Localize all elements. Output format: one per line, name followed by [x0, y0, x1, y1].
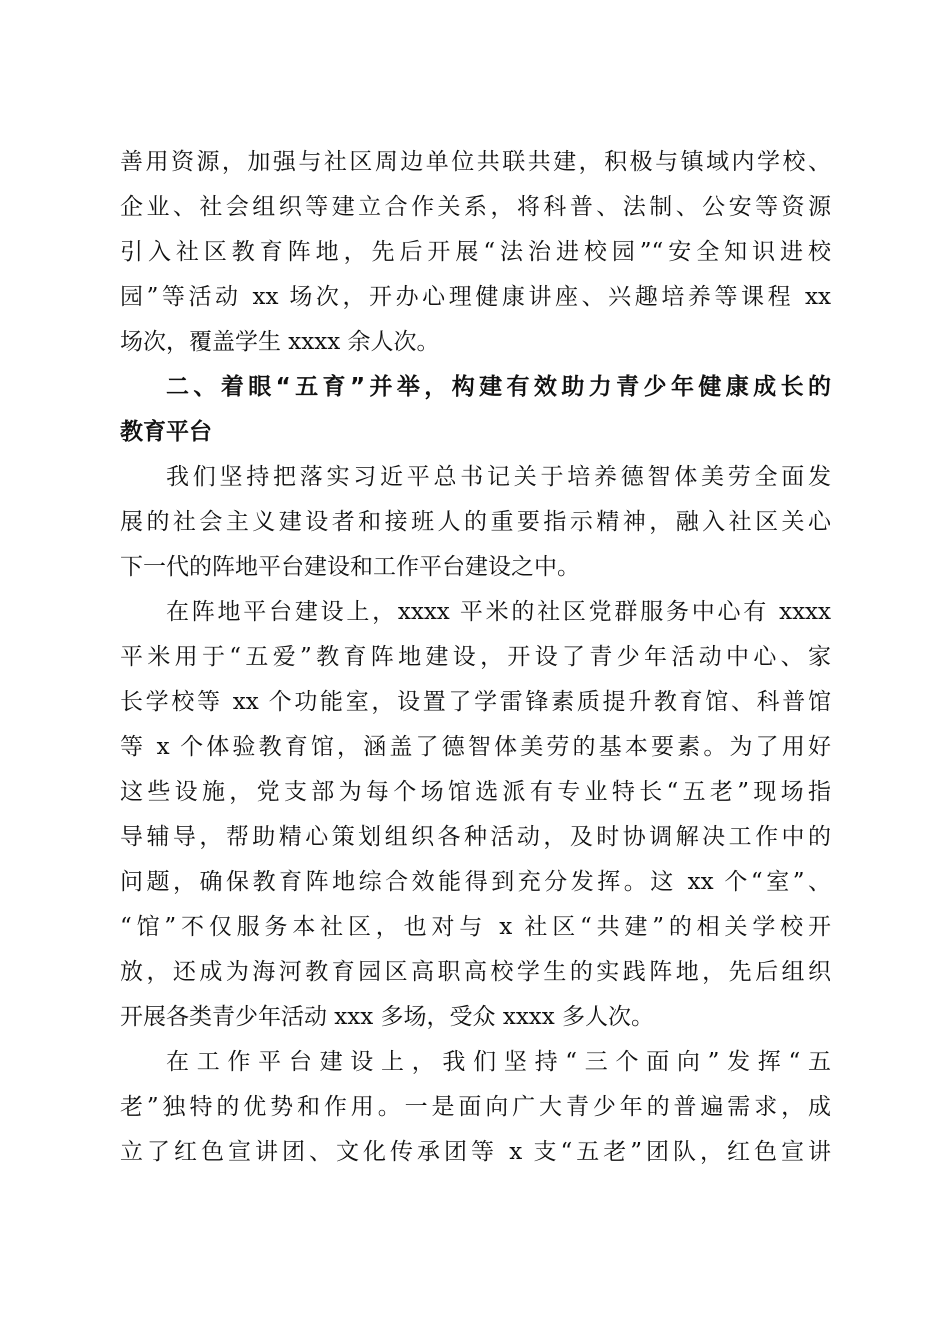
text-line: 企业、社会组织等建立合作关系，将科普、法制、公安等资源: [120, 194, 831, 220]
text-line: 在工作平台建设上，我们坚持“三个面向”发挥“五: [166, 1049, 831, 1075]
section-heading: 教育平台: [120, 419, 212, 445]
text-line: 老”独特的优势和作用。一是面向广大青少年的普遍需求，成: [120, 1094, 831, 1120]
text-line: 下一代的阵地平台建设和工作平台建设之中。: [120, 554, 580, 580]
text-line: 引入社区教育阵地，先后开展“法治进校园”“安全知识进校: [120, 239, 831, 265]
text-line: 场次，覆盖学生 xxxx 余人次。: [120, 329, 440, 355]
text-line: 这些设施，党支部为每个场馆选派有专业特长“五老”现场指: [120, 779, 831, 805]
section-heading: 二、着眼“五育”并举，构建有效助力青少年健康成长的: [166, 374, 831, 400]
text-line: 放，还成为海河教育园区高职高校学生的实践阵地，先后组织: [120, 959, 831, 985]
text-line: 长学校等 xx 个功能室，设置了学雷锋素质提升教育馆、科普馆: [120, 689, 831, 715]
text-line: 平米用于“五爱”教育阵地建设，开设了青少年活动中心、家: [120, 644, 831, 670]
text-line: 园”等活动 xx 场次，开办心理健康讲座、兴趣培养等课程 xx: [120, 284, 831, 310]
text-line: 展的社会主义建设者和接班人的重要指示精神，融入社区关心: [120, 509, 831, 535]
text-line: “馆”不仅服务本社区，也对与 x 社区“共建”的相关学校开: [120, 914, 831, 940]
text-line: 在阵地平台建设上，xxxx 平米的社区党群服务中心有 xxxx: [166, 599, 831, 625]
text-line: 导辅导，帮助精心策划组织各种活动，及时协调解决工作中的: [120, 824, 831, 850]
text-line: 善用资源，加强与社区周边单位共联共建，积极与镇域内学校、: [120, 149, 831, 175]
text-line: 开展各类青少年活动 xxx 多场，受众 xxxx 多人次。: [120, 1004, 655, 1030]
text-line: 我们坚持把落实习近平总书记关于培养德智体美劳全面发: [166, 464, 831, 490]
text-line: 问题，确保教育阵地综合效能得到充分发挥。这 xx 个“室”、: [120, 869, 831, 895]
text-line: 立了红色宣讲团、文化传承团等 x 支“五老”团队，红色宣讲: [120, 1139, 831, 1165]
text-line: 等 x 个体验教育馆，涵盖了德智体美劳的基本要素。为了用好: [120, 734, 831, 760]
